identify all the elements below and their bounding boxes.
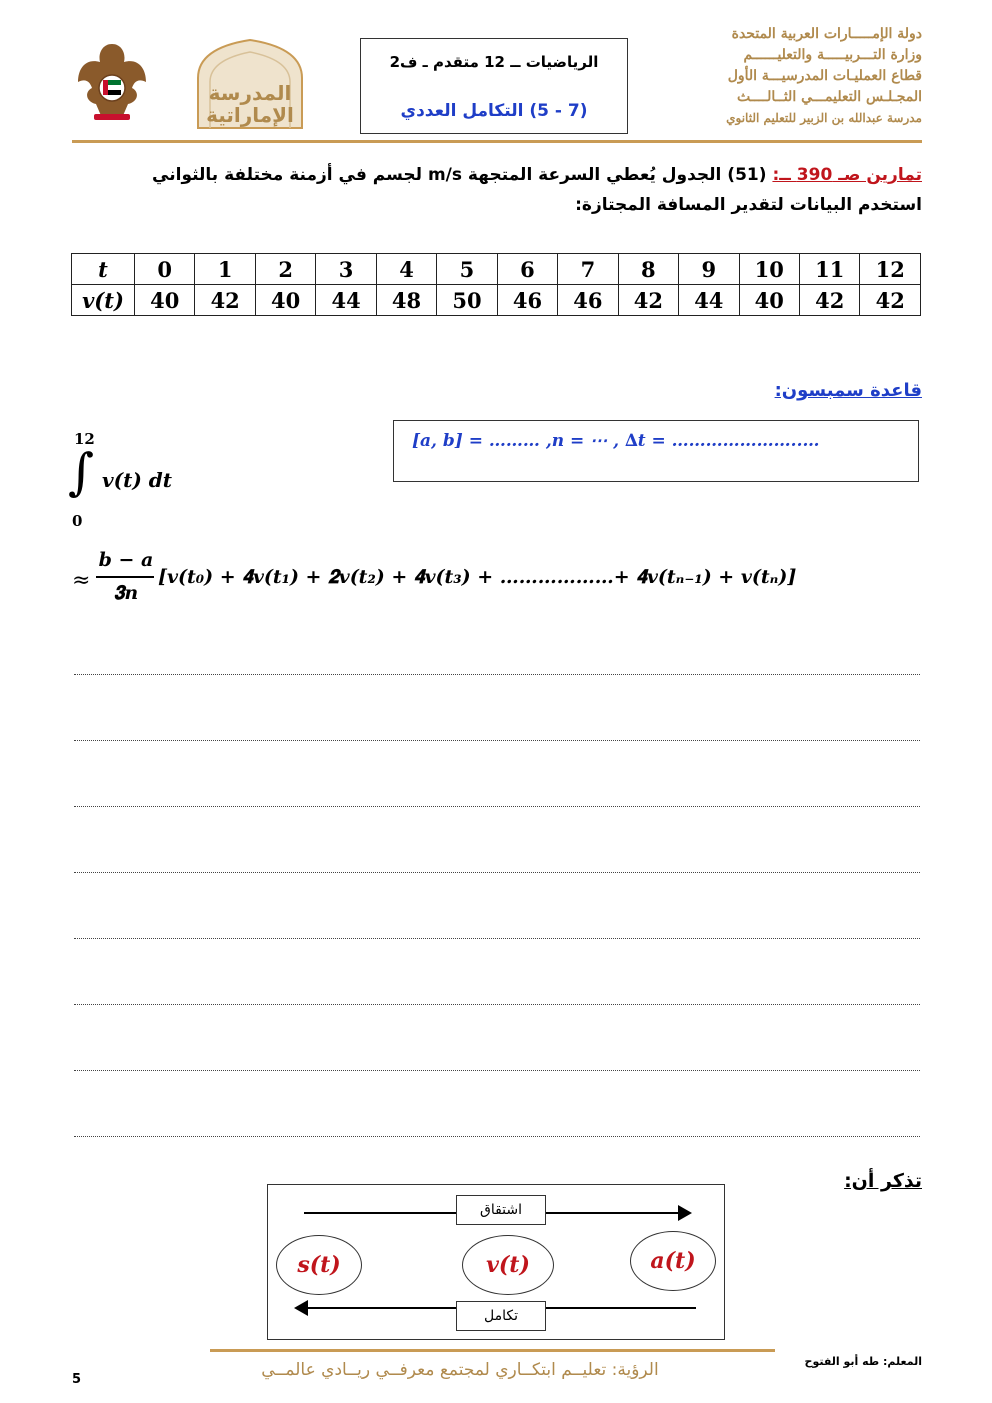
parameters-text: [𝒂, 𝒃] = ……… ,𝒏 = ⋯ , ∆𝒕 = …………………..… xyxy=(412,431,820,451)
table-cell: 12 xyxy=(860,254,921,285)
fraction-bar xyxy=(96,576,154,578)
fraction-numerator: 𝒃 − 𝒂 xyxy=(98,549,154,571)
ministry-line: قطاع العمليـات المدرسيـــة الأول xyxy=(727,68,922,84)
teacher-name: المعلم: طه أبو الفتوح xyxy=(804,1355,922,1368)
table-cell: 7 xyxy=(558,254,618,285)
lesson-title: (7 - 5) التكامل العددي xyxy=(400,101,588,121)
table-cell: 46 xyxy=(558,285,618,316)
table-cell: 5 xyxy=(437,254,497,285)
exercise-label: تمارين صـ 390 ــ: xyxy=(772,165,922,185)
answer-line[interactable] xyxy=(74,1004,920,1005)
answer-line[interactable] xyxy=(74,938,920,939)
exercise-line2: استخدم البيانات لتقدير المسافة المجتازة: xyxy=(575,195,922,215)
position-ellipse xyxy=(276,1235,362,1295)
vision-statement: الرؤية: تعليــم ابتكــاري لمجتمع معرفــي ريــادي عالمــي xyxy=(261,1360,659,1380)
velocity-table xyxy=(71,253,921,316)
ministry-line: دولة الإمـــــارات العربية المتحدة xyxy=(731,26,922,42)
acceleration-label: 𝒂(𝒕) xyxy=(650,1248,696,1274)
answer-line[interactable] xyxy=(74,806,920,807)
ministry-line: المجـلـس التعليمـــي الثــالــــث xyxy=(736,89,922,105)
table-cell: 3 xyxy=(316,254,376,285)
footer-divider xyxy=(210,1349,775,1352)
parameters-box[interactable] xyxy=(393,420,919,482)
integral-sign: ∫ xyxy=(68,443,95,501)
table-cell: 48 xyxy=(376,285,436,316)
table-cell: 1 xyxy=(195,254,255,285)
table-cell: 0 xyxy=(135,254,195,285)
table-cell: 42 xyxy=(799,285,859,316)
table-row-t xyxy=(72,254,921,285)
table-cell: 40 xyxy=(135,285,195,316)
position-label: 𝒔(𝒕) xyxy=(297,1252,341,1278)
exercise-statement xyxy=(72,160,922,220)
answer-line[interactable] xyxy=(74,674,920,675)
page-number: 5 xyxy=(72,1372,82,1387)
header-divider xyxy=(72,140,922,143)
simpson-formula: [𝒗(𝒕₀) + 𝟒𝒗(𝒕₁) + 𝟐𝒗(𝒕₂) + 𝟒𝒗(𝒕₃) + ………………+ 𝟒𝒗(𝒕ₙ₋₁) + 𝒗(𝒕ₙ)] xyxy=(158,566,797,588)
acceleration-ellipse xyxy=(630,1231,716,1291)
table-cell: 44 xyxy=(316,285,376,316)
ministry-header xyxy=(652,24,922,129)
table-cell: 10 xyxy=(739,254,799,285)
table-cell: 4 xyxy=(376,254,436,285)
svg-text:الإماراتية: الإماراتية xyxy=(206,103,294,127)
integrand: 𝒗(𝒕) 𝒅𝒕 xyxy=(102,468,172,492)
table-header-v: v(t) xyxy=(72,285,135,316)
calculus-relation-diagram xyxy=(267,1184,725,1340)
velocity-label: 𝒗(𝒕) xyxy=(486,1252,530,1278)
integral-upper-limit: 12 xyxy=(74,430,95,448)
table-cell: 2 xyxy=(255,254,315,285)
table-cell: 6 xyxy=(497,254,557,285)
arrow-right-icon xyxy=(678,1205,692,1221)
title-box xyxy=(360,38,628,134)
integral-label: تكامل xyxy=(456,1301,546,1331)
answer-line[interactable] xyxy=(74,740,920,741)
arrow-left-icon xyxy=(294,1300,308,1316)
ministry-line: مدرسة عبدالله بن الزبير للتعليم الثانوي xyxy=(726,111,922,125)
table-cell: 50 xyxy=(437,285,497,316)
table-cell: 11 xyxy=(799,254,859,285)
derivative-label: اشتقاق xyxy=(456,1195,546,1225)
table-cell: 44 xyxy=(679,285,739,316)
table-cell: 42 xyxy=(860,285,921,316)
approx-symbol: ≈ xyxy=(72,568,91,593)
exercise-line1: (51) الجدول يُعطي السرعة المتجهة m/s لجسم في أزمنة مختلفة بالثواني xyxy=(152,165,773,185)
fraction-denominator: 𝟑𝒏 xyxy=(113,582,139,604)
school-logo xyxy=(180,38,320,130)
course-title: الرياضيات ــ 12 متقدم ـ ف2 xyxy=(389,53,599,71)
table-cell: 42 xyxy=(195,285,255,316)
integral-lower-limit: 0 xyxy=(72,512,83,530)
velocity-ellipse xyxy=(462,1235,554,1295)
answer-line[interactable] xyxy=(74,1136,920,1137)
remember-heading: تذكر أن: xyxy=(844,1170,922,1192)
table-cell: 9 xyxy=(679,254,739,285)
svg-text:المدرسة: المدرسة xyxy=(208,81,292,105)
table-cell: 40 xyxy=(255,285,315,316)
table-cell: 46 xyxy=(497,285,557,316)
table-cell: 8 xyxy=(618,254,678,285)
answer-line[interactable] xyxy=(74,1070,920,1071)
simpson-heading: قاعدة سمبسون: xyxy=(774,380,922,401)
uae-emblem xyxy=(72,38,152,124)
table-row-v xyxy=(72,285,921,316)
answer-line[interactable] xyxy=(74,872,920,873)
table-cell: 42 xyxy=(618,285,678,316)
table-cell: 40 xyxy=(739,285,799,316)
table-header-t: t xyxy=(72,254,135,285)
ministry-line: وزارة التـــربيـــــة والتعليــــــم xyxy=(743,47,922,63)
